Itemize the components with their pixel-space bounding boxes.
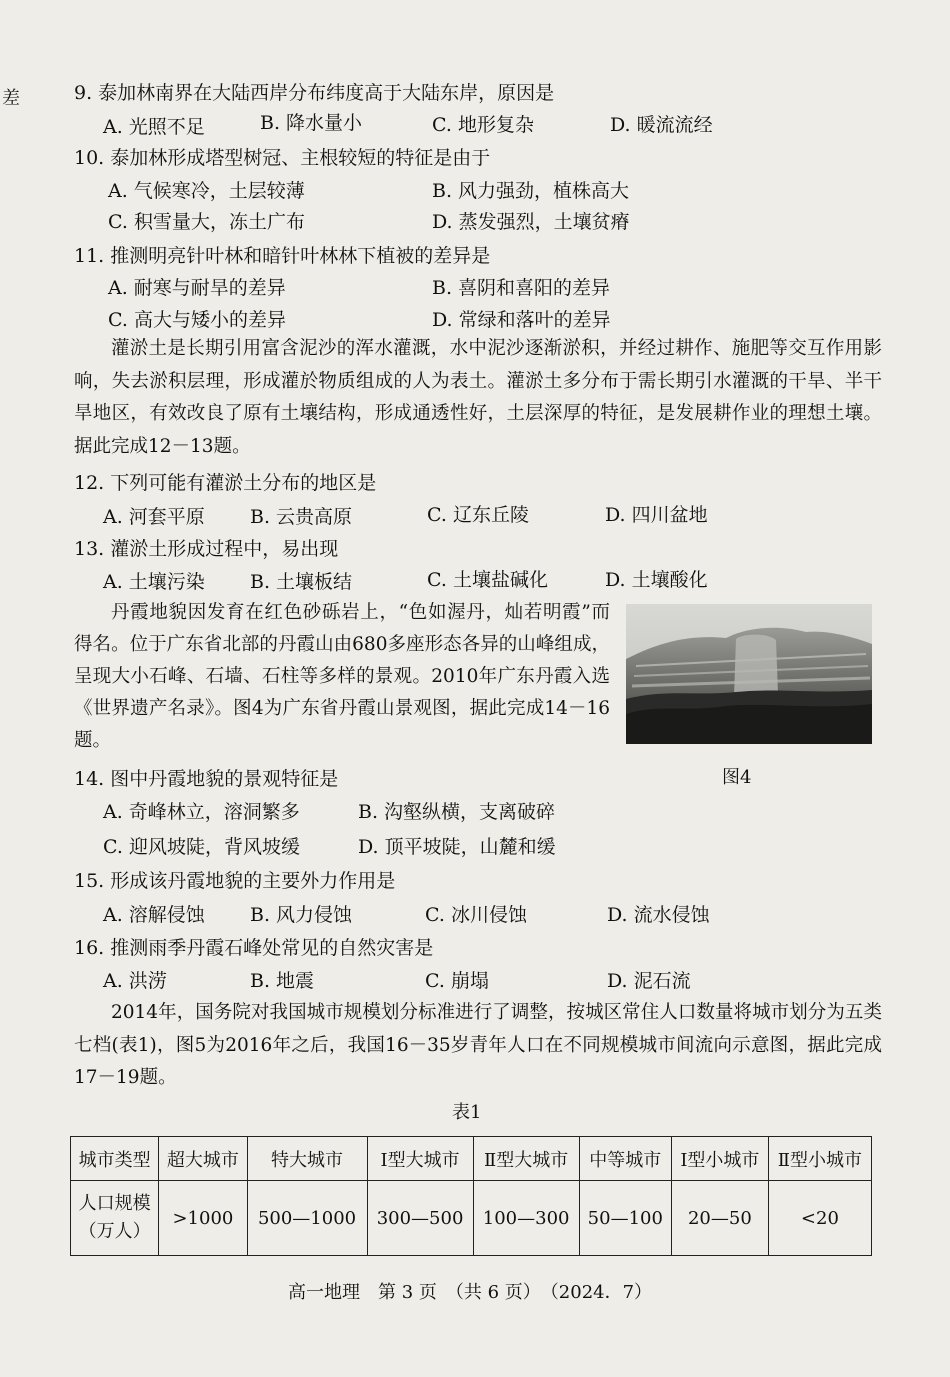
- table-header-row: [71, 1137, 872, 1181]
- question-11-option-a: A. 耐寒与耐旱的差异: [108, 277, 286, 299]
- table-header-cell: Ⅰ型小城市: [671, 1137, 768, 1181]
- question-14-option-b: B. 沟壑纵横，支离破碎: [358, 801, 556, 823]
- question-10-option-a: A. 气候寒冷，土层较薄: [108, 180, 305, 202]
- passage-city-scale: 2014年，国务院对我国城市规模划分标准进行了调整，按城区常住人口数量将城市划分为五类七档(表1)，图5为2016年之后，我国16－35岁青年人口在不同规模城市间流向示意图，据此完成17－19题。: [74, 1002, 882, 1088]
- question-13-option-a: A. 土壤污染: [103, 571, 205, 593]
- table-row: [71, 1181, 872, 1256]
- table-header-cell: Ⅱ型小城市: [768, 1137, 871, 1181]
- question-11-option-b: B. 喜阴和喜阳的差异: [432, 277, 611, 299]
- question-14-option-c: C. 迎风坡陡，背风坡缓: [103, 836, 300, 858]
- table-cell: 300—500: [367, 1181, 473, 1256]
- question-15-option-a: A. 溶解侵蚀: [103, 904, 205, 926]
- question-9-stem: 9. 泰加林南界在大陆西岸分布纬度高于大陆东岸，原因是: [74, 82, 555, 104]
- table-header-cell: 城市类型: [71, 1137, 159, 1181]
- question-10-option-c: C. 积雪量大，冻土广布: [108, 211, 305, 233]
- danxia-landscape-image: [626, 604, 872, 744]
- city-scale-table: [70, 1136, 872, 1256]
- danxia-landscape-photo: [626, 604, 872, 744]
- table-cell: 20—50: [671, 1181, 768, 1256]
- table-cell: 50—100: [579, 1181, 671, 1256]
- question-14-stem: 14. 图中丹霞地貌的景观特征是: [74, 768, 339, 790]
- question-12-option-b: B. 云贵高原: [250, 506, 353, 528]
- margin-mark: 差: [2, 88, 20, 109]
- question-14-option-a: A. 奇峰林立，溶洞繁多: [103, 801, 300, 823]
- question-12-stem: 12. 下列可能有灌淤土分布的地区是: [74, 472, 377, 494]
- question-16-option-d: D. 泥石流: [607, 970, 691, 992]
- question-11-option-c: C. 高大与矮小的差异: [108, 309, 286, 331]
- question-13-option-b: B. 土壤板结: [250, 571, 353, 593]
- question-13-stem: 13. 灌淤土形成过程中，易出现: [74, 538, 339, 560]
- question-12-option-a: A. 河套平原: [103, 506, 205, 528]
- table-header-cell: Ⅰ型大城市: [367, 1137, 473, 1181]
- table-header-cell: 超大城市: [159, 1137, 247, 1181]
- question-15-option-c: C. 冰川侵蚀: [425, 904, 527, 926]
- question-11-stem: 11. 推测明亮针叶林和暗针叶林林下植被的差异是: [74, 245, 491, 267]
- table-cell: 100—300: [473, 1181, 579, 1256]
- question-13-option-c: C. 土壤盐碱化: [427, 569, 548, 591]
- question-9-option-a: A. 光照不足: [103, 116, 205, 138]
- question-15-option-d: D. 流水侵蚀: [607, 904, 710, 926]
- table-cell: 500—1000: [247, 1181, 367, 1256]
- row-label-line-2: （万人）: [78, 1221, 151, 1242]
- question-16-option-b: B. 地震: [250, 970, 315, 992]
- question-16-stem: 16. 推测雨季丹霞石峰处常见的自然灾害是: [74, 937, 434, 959]
- question-14-option-d: D. 顶平坡陡，山麓和缓: [358, 836, 556, 858]
- question-10-stem: 10. 泰加林形成塔型树冠、主根较短的特征是由于: [74, 147, 491, 169]
- figure-4-caption: 图4: [722, 767, 752, 788]
- row-label-line-1: 人口规模: [78, 1193, 151, 1214]
- table-1-title: 表1: [452, 1102, 482, 1123]
- question-15-option-b: B. 风力侵蚀: [250, 904, 353, 926]
- table-header-cell: 特大城市: [247, 1137, 367, 1181]
- question-16-option-c: C. 崩塌: [425, 970, 489, 992]
- question-10-option-b: B. 风力强劲，植株高大: [432, 180, 630, 202]
- question-9-option-d: D. 暖流流经: [610, 114, 713, 136]
- question-15-stem: 15. 形成该丹霞地貌的主要外力作用是: [74, 870, 396, 892]
- question-10-option-d: D. 蒸发强烈，土壤贫瘠: [432, 211, 630, 233]
- passage-irrigated-soil: 灌淤土是长期引用富含泥沙的浑水灌溉，水中泥沙逐渐淤积，并经过耕作、施肥等交互作用影响，失去淤积层理，形成灌於物质组成的人为表土。灌淤土多分布于需长期引水灌溉的干旱、半干旱地区，有效改良了原有土壤结构，形成通透性好，土层深厚的特征，是发展耕作业的理想土壤。据此完成12－13题。: [74, 338, 882, 457]
- question-16-option-a: A. 洪涝: [103, 970, 167, 992]
- table-row-label: [71, 1181, 159, 1256]
- question-13-option-d: D. 土壤酸化: [605, 569, 708, 591]
- table-header-cell: Ⅱ型大城市: [473, 1137, 579, 1181]
- page-footer: 高一地理 第 3 页 （共 6 页） （2024．7）: [288, 1282, 653, 1303]
- table-header-cell: 中等城市: [579, 1137, 671, 1181]
- question-12-option-c: C. 辽东丘陵: [427, 504, 529, 526]
- table-cell: <20: [768, 1181, 871, 1256]
- question-9-option-b: B. 降水量小: [260, 112, 363, 134]
- passage-danxia: 丹霞地貌因发育在红色砂砾岩上，“色如渥丹，灿若明霞”而得名。位于广东省北部的丹霞山由680多座形态各异的山峰组成，呈现大小石峰、石墙、石柱等多样的景观。2010年广东丹霞入选《世界遗产名录》。图4为广东省丹霞山景观图，据此完成14－16题。: [74, 602, 610, 751]
- question-12-option-d: D. 四川盆地: [605, 504, 708, 526]
- question-9-option-c: C. 地形复杂: [432, 114, 534, 136]
- table-cell: >1000: [159, 1181, 247, 1256]
- question-11-option-d: D. 常绿和落叶的差异: [432, 309, 611, 331]
